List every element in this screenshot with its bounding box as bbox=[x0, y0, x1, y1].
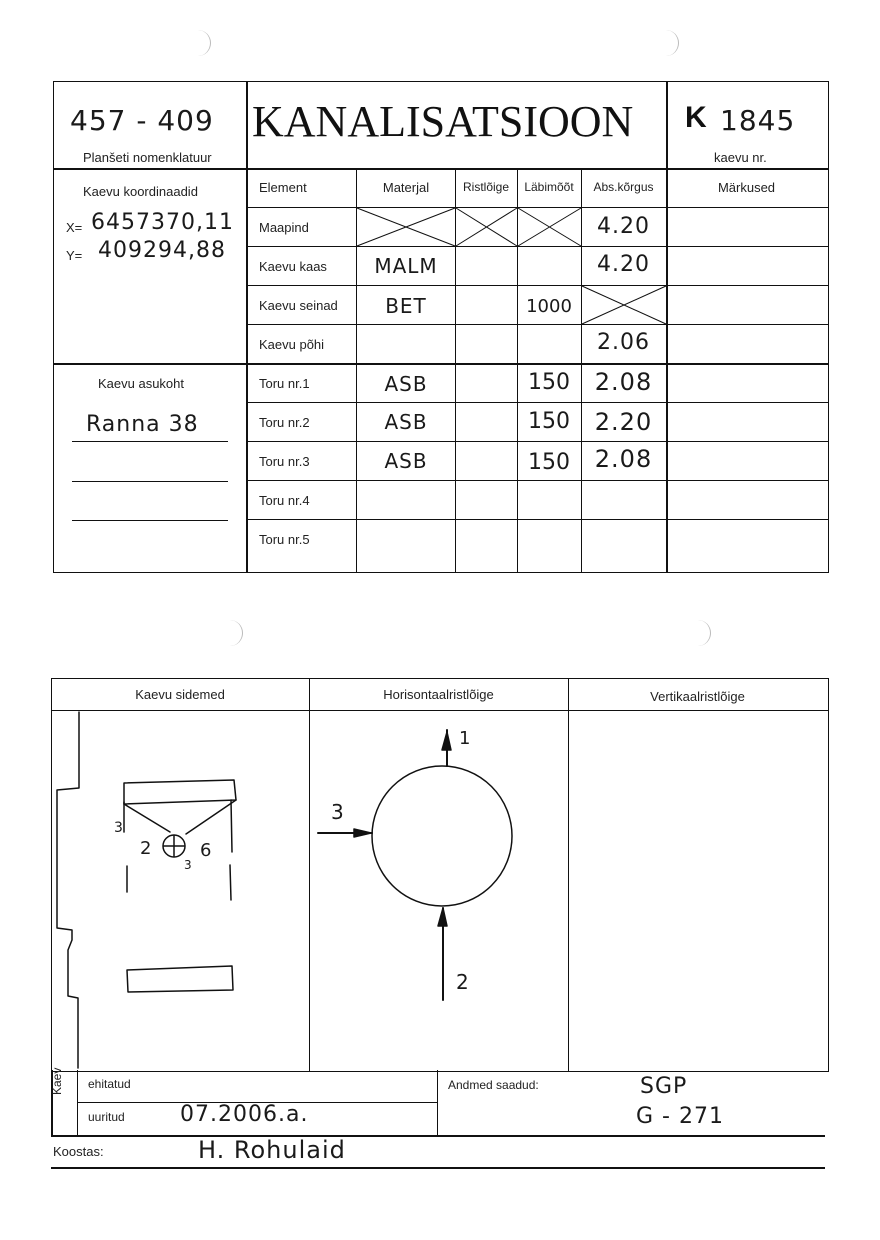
compiled-label: Koostas: bbox=[53, 1144, 104, 1159]
col-ties: Kaevu sidemed bbox=[135, 687, 225, 702]
plan-label: Planšeti nomenklatuur bbox=[83, 150, 212, 165]
row-diameter: 150 bbox=[528, 409, 570, 434]
row-elevation: 4.20 bbox=[597, 252, 650, 277]
location-value: Ranna 38 bbox=[86, 412, 199, 437]
col-header-section: Ristlõige bbox=[462, 180, 510, 194]
x-value: 6457370,11 bbox=[91, 210, 234, 235]
row-material: ASB bbox=[384, 449, 428, 473]
well-prefix: K bbox=[685, 101, 707, 134]
data-label: Andmed saadud: bbox=[448, 1078, 539, 1092]
well-sketch-card bbox=[0, 640, 880, 1200]
well-vertical-label: Kaev bbox=[50, 1067, 64, 1095]
well-label: kaevu nr. bbox=[714, 150, 767, 165]
row-element: Toru nr.3 bbox=[259, 454, 310, 469]
row-element: Toru nr.5 bbox=[259, 532, 310, 547]
built-label: ehitatud bbox=[88, 1077, 131, 1091]
row-elevation: 2.08 bbox=[594, 368, 653, 396]
title: KANALISATSIOON bbox=[252, 97, 634, 146]
row-material: ASB bbox=[384, 372, 428, 396]
row-element: Maapind bbox=[259, 220, 309, 235]
pipe-label-2: 2 bbox=[456, 970, 470, 994]
row-diameter: 1000 bbox=[526, 296, 572, 317]
data-value-1: SGP bbox=[640, 1074, 688, 1099]
col-header-element: Element bbox=[259, 180, 307, 195]
row-elevation: 2.20 bbox=[594, 408, 653, 436]
coord-label: Kaevu koordinaadid bbox=[83, 184, 198, 199]
row-elevation: 4.20 bbox=[597, 214, 650, 239]
col-header-notes: Märkused bbox=[717, 180, 776, 195]
sketch-label: 6 bbox=[200, 840, 213, 861]
compiled-value: H. Rohulaid bbox=[198, 1136, 346, 1164]
col-horizontal: Horisontaalristlõige bbox=[383, 687, 494, 702]
row-diameter: 150 bbox=[528, 450, 570, 475]
sketch-label: 3 bbox=[114, 820, 124, 836]
row-element: Toru nr.1 bbox=[259, 376, 310, 391]
row-element: Kaevu kaas bbox=[259, 259, 327, 274]
row-diameter: 150 bbox=[528, 370, 570, 395]
row-elevation: 2.06 bbox=[597, 330, 650, 355]
row-element: Toru nr.2 bbox=[259, 415, 310, 430]
location-label: Kaevu asukoht bbox=[98, 376, 185, 391]
col-vertical: Vertikaalristlõige bbox=[650, 689, 745, 704]
row-element: Toru nr.4 bbox=[259, 493, 310, 508]
pipe-label-3: 3 bbox=[331, 800, 345, 824]
row-elevation: 2.08 bbox=[594, 445, 653, 473]
pipe-label-1: 1 bbox=[459, 728, 472, 749]
col-header-elevation: Abs.kõrgus bbox=[593, 180, 654, 194]
row-element: Kaevu põhi bbox=[259, 337, 325, 352]
well-data-card bbox=[0, 0, 880, 600]
sketch-label: 3 bbox=[184, 858, 193, 872]
row-material: ASB bbox=[384, 410, 428, 434]
col-header-diameter: Läbimõõt bbox=[524, 180, 574, 194]
well-number: 1845 bbox=[720, 104, 796, 137]
row-material: BET bbox=[385, 294, 427, 318]
row-element: Kaevu seinad bbox=[259, 298, 338, 313]
row-material: MALM bbox=[374, 254, 438, 278]
plan-number: 457 - 409 bbox=[70, 104, 214, 137]
data-value-2: G - 271 bbox=[636, 1104, 724, 1129]
y-label: Y= bbox=[66, 248, 83, 263]
x-label: X= bbox=[66, 220, 83, 235]
sketch-label: 2 bbox=[140, 838, 153, 859]
y-value: 409294,88 bbox=[98, 238, 226, 263]
col-header-material: Materjal bbox=[382, 180, 430, 195]
surveyed-label: uuritud bbox=[88, 1110, 125, 1124]
surveyed-value: 07.2006.a. bbox=[180, 1102, 309, 1127]
well-sketches bbox=[0, 640, 880, 1080]
